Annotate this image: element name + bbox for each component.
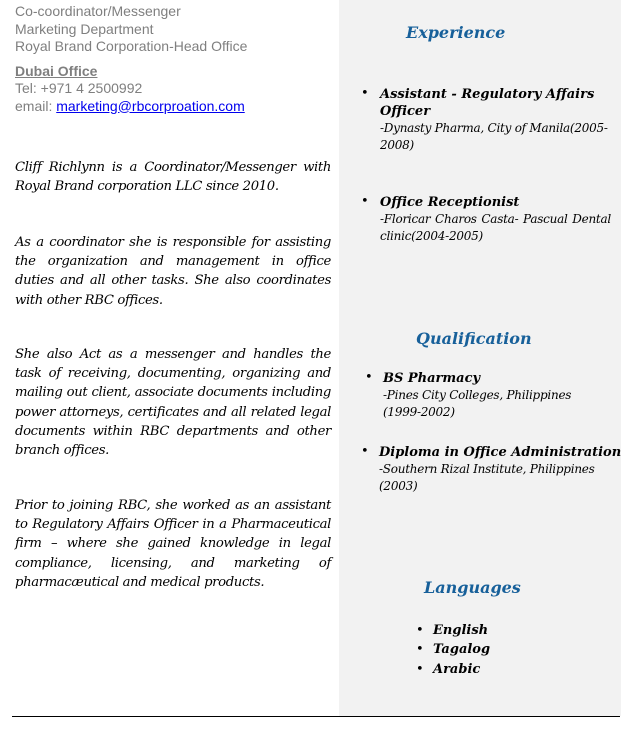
bullet-icon: • — [416, 642, 424, 657]
contact-email-line — [15, 98, 335, 116]
contact-department: Marketing Department — [15, 20, 154, 37]
experience-detail: -Floricar Charos Casta- Pascual Dental clinic(2004-2005) — [380, 212, 611, 243]
language-label: Tagalog — [433, 642, 491, 657]
contact-block — [15, 3, 335, 115]
experience-heading: Experience — [406, 23, 506, 42]
contact-tel: Tel: +971 4 2500992 — [15, 80, 143, 96]
bullet-icon: • — [361, 86, 369, 101]
qualification-heading: Qualification — [416, 329, 532, 348]
bullet-icon: • — [361, 444, 369, 459]
language-label: English — [433, 623, 489, 638]
qualification-detail: -Pines City Colleges, Philippines (1999-2002) — [383, 388, 572, 419]
profile-paragraph-2: As a coordinator she is responsible for assisting the organization and management in office duties and all other tasks. She also coordinates with other RBC offices. — [15, 235, 331, 308]
language-label: Arabic — [433, 662, 481, 677]
bullet-icon: • — [416, 662, 424, 677]
bullet-icon: • — [365, 370, 373, 385]
profile-paragraph-4: Prior to joining RBC, she worked as an assistant to Regulatory Affairs Officer in a Pharmaceutical firm – where she gained knowledge in legal compliance, licensing, and marketing of pharmacæutical and medical products. — [15, 498, 331, 590]
contact-office: Dubai Office — [15, 62, 98, 79]
bullet-icon: • — [361, 194, 369, 209]
qualification-item — [365, 370, 605, 421]
qualification-item — [361, 444, 622, 495]
experience-item — [361, 194, 611, 245]
footer-rule — [12, 716, 620, 717]
profile-paragraph-3: She also Act as a messenger and handles the task of receiving, documenting, organizing and mailing out client, associate documents including power attorneys, certificates and all related legal documents within RBC departments and other branch offices. — [15, 347, 331, 459]
languages-heading: Languages — [424, 578, 521, 597]
qualification-detail: -Southern Rizal Institute, Philippines (2003) — [379, 462, 595, 493]
profile-paragraph-1: Cliff Richlynn is a Coordinator/Messenger with Royal Brand corporation LLC since 2010. — [15, 160, 331, 195]
contact-role: Co-coordinator/Messenger — [15, 3, 181, 19]
experience-item — [361, 86, 611, 154]
bullet-icon: • — [416, 623, 424, 638]
contact-email-label: email: — [15, 97, 57, 114]
experience-title: Assistant - Regulatory Affairs Officer — [380, 87, 595, 119]
qualification-title: Diploma in Office Administration — [379, 445, 622, 460]
experience-detail: -Dynasty Pharma, City of Manila(2005-2008) — [380, 121, 608, 152]
experience-title: Office Receptionist — [380, 195, 520, 210]
contact-email-link[interactable]: marketing@rbcorproation.com — [56, 97, 245, 114]
qualification-title: BS Pharmacy — [383, 371, 481, 386]
contact-company: Royal Brand Corporation-Head Office — [15, 38, 248, 54]
